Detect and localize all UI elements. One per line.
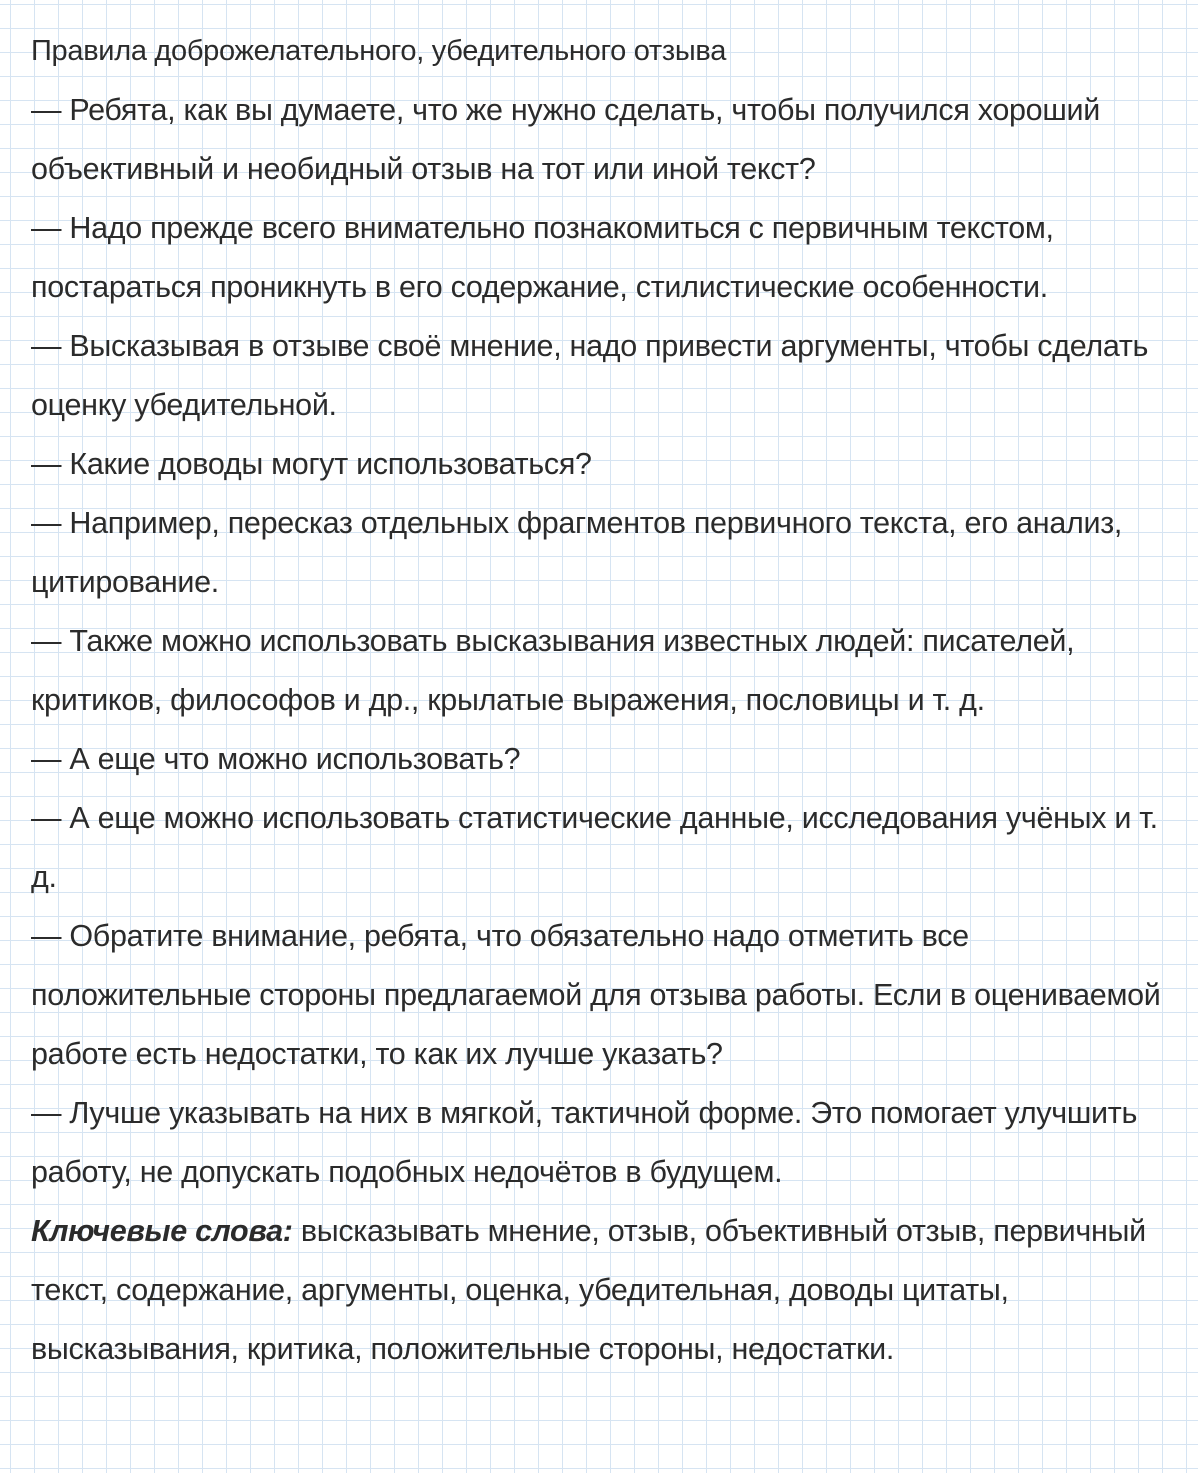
dialogue-paragraph: — Лучше указывать на них в мягкой, тактичной форме. Это помогает улучшить работу, не допускать подобных недочётов в будущем. xyxy=(31,1096,1138,1189)
dialogue-paragraph: — Высказывая в отзыве своё мнение, надо привести аргументы, чтобы сделать оценку убедительной. xyxy=(31,329,1149,422)
dialogue-paragraph: — Также можно использовать высказывания известных людей: писателей, критиков, философов и др., крылатые выражения, пословицы и т. д. xyxy=(31,624,1075,717)
keywords-label: Ключевые слова: xyxy=(31,1214,293,1248)
dialogue-paragraph: — Например, пересказ отдельных фрагментов первичного текста, его анализ, цитирование. xyxy=(31,506,1123,599)
dialogue-paragraph: — А еще что можно использовать? xyxy=(31,742,521,776)
dialogue-paragraph: — А еще можно использовать статистические данные, исследования учёных и т. д. xyxy=(31,801,1158,894)
dialogue-paragraph: — Обратите внимание, ребята, что обязательно надо отметить все положительные стороны предлагаемой для отзыва работы. Если в оцениваемой работе есть недостатки, то как их лучше указать? xyxy=(31,919,1161,1071)
dialogue-paragraph: — Надо прежде всего внимательно познакомиться с первичным текстом, постараться проникнуть в его содержание, стилистические особенности. xyxy=(31,211,1054,304)
keywords-text: высказывать мнение, отзыв, объективный отзыв, первичный текст, содержание, аргументы, оценка, убедительная, доводы цитаты, высказывания, критика, положительные стороны, недостатки. xyxy=(31,1214,1146,1366)
dialogue-paragraph: — Какие доводы могут использоваться? xyxy=(31,447,592,481)
document-title: Правила доброжелательного, убедительного отзыва xyxy=(31,35,727,67)
keywords-paragraph xyxy=(31,1202,1181,1379)
dialogue-paragraph: — Ребята, как вы думаете, что же нужно сделать, чтобы получился хороший объективный и необидный отзыв на тот или иной текст? xyxy=(31,93,1100,186)
document-page xyxy=(31,22,1181,1379)
